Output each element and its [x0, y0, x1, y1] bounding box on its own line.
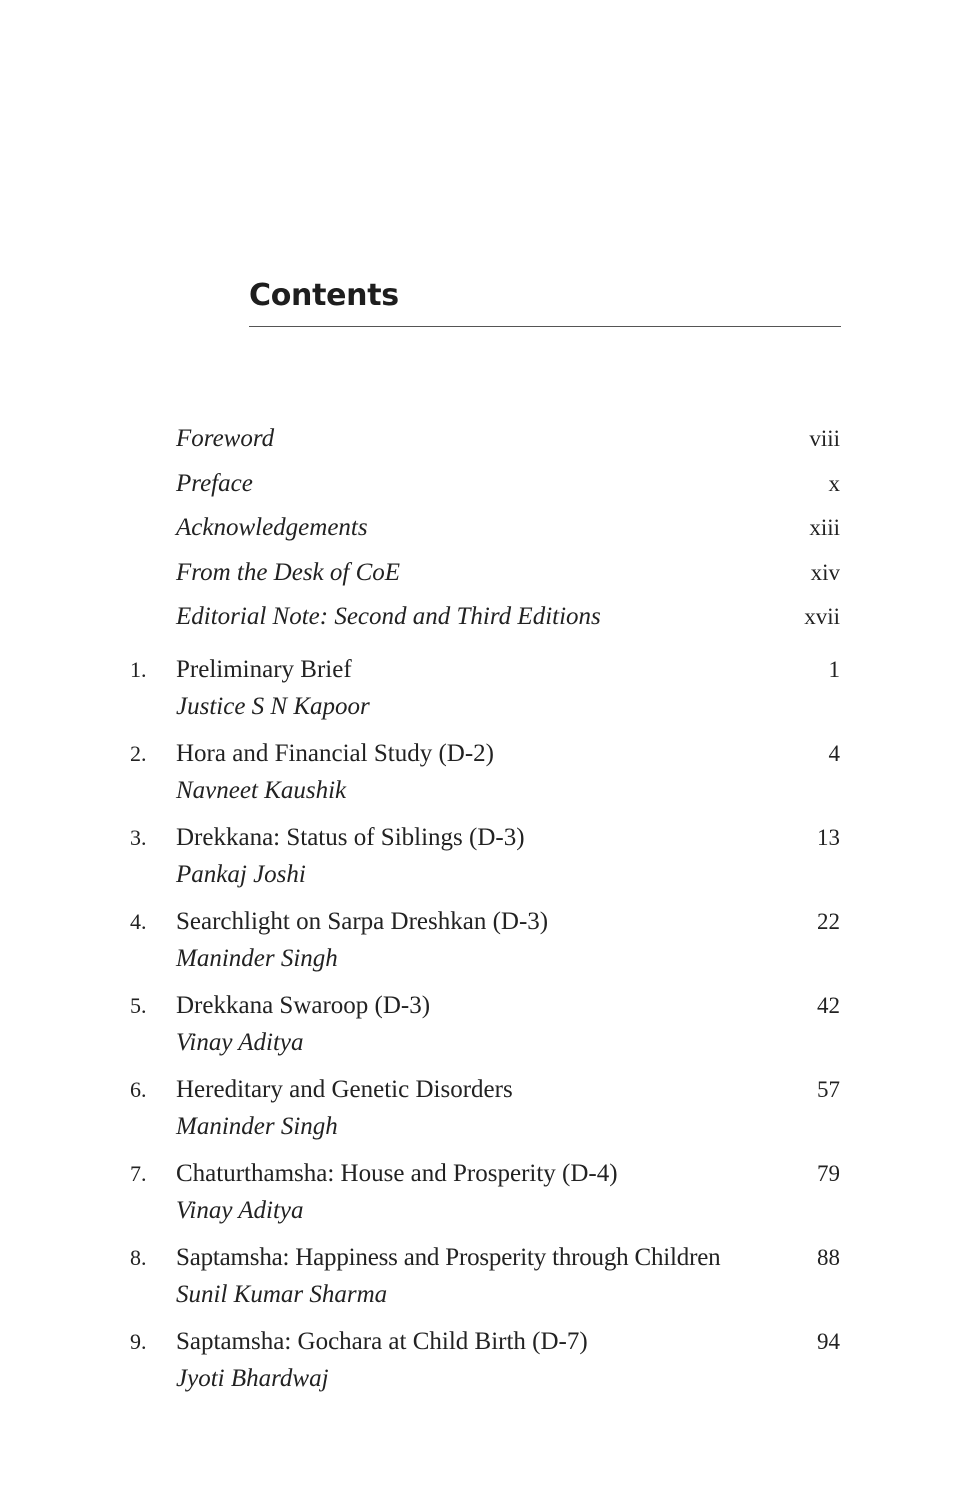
toc-chapter-3[interactable] [0, 818, 972, 902]
chapter-title: Drekkana Swaroop (D-3) [176, 992, 431, 1019]
chapter-number: 4. [130, 909, 147, 934]
chapter-title: Searchlight on Sarpa Dreshkan (D-3) [176, 908, 549, 935]
chapter-page-number: 88 [817, 1245, 840, 1270]
toc-entry-editorial-note[interactable] [0, 597, 972, 642]
toc-entry-acknowledgements[interactable] [0, 508, 972, 553]
toc-chapter-9[interactable] [0, 1322, 972, 1406]
page-title: Contents [249, 278, 399, 313]
toc-entry-from-the-desk[interactable] [0, 553, 972, 598]
chapter-title: Saptamsha: Gochara at Child Birth (D-7) [176, 1328, 588, 1355]
chapter-page-number: 42 [817, 993, 840, 1018]
chapter-number: 2. [130, 741, 147, 766]
toc-chapter-4[interactable] [0, 902, 972, 986]
chapter-number: 6. [130, 1077, 147, 1102]
chapter-page-number: 1 [828, 657, 840, 682]
entry-label: Foreword [176, 425, 275, 452]
toc-chapter-5[interactable] [0, 986, 972, 1070]
chapter-list [0, 650, 972, 1406]
chapter-page-number: 13 [817, 825, 840, 850]
chapter-title: Preliminary Brief [176, 656, 352, 683]
entry-page-number: xiv [810, 559, 840, 585]
chapter-title: Saptamsha: Happiness and Prosperity through Children [176, 1244, 721, 1271]
chapter-page-number: 22 [817, 909, 840, 934]
chapter-title: Hereditary and Genetic Disorders [176, 1076, 513, 1103]
entry-label: Editorial Note: Second and Third Editions [176, 603, 601, 631]
toc-chapter-2[interactable] [0, 734, 972, 818]
chapter-author: Vinay Aditya [176, 1029, 304, 1056]
toc-chapter-1[interactable] [0, 650, 972, 734]
chapter-number: 1. [130, 657, 147, 682]
chapter-number: 9. [130, 1329, 147, 1354]
front-matter-list [0, 419, 972, 642]
entry-page-number: x [828, 470, 840, 496]
entry-page-number: xvii [804, 604, 840, 630]
chapter-author: Maninder Singh [176, 945, 338, 972]
chapter-number: 5. [130, 993, 147, 1018]
entry-label: From the Desk of CoE [176, 558, 401, 586]
toc-entry-preface[interactable] [0, 464, 972, 509]
entry-label: Acknowledgements [176, 514, 368, 542]
toc-entry-foreword[interactable] [0, 419, 972, 464]
chapter-page-number: 4 [828, 741, 840, 766]
chapter-title: Chaturthamsha: House and Prosperity (D-4) [176, 1160, 618, 1187]
chapter-number: 7. [130, 1161, 147, 1186]
chapter-author: Sunil Kumar Sharma [176, 1281, 388, 1308]
chapter-number: 8. [130, 1245, 147, 1270]
chapter-title: Drekkana: Status of Siblings (D-3) [176, 824, 525, 851]
chapter-title: Hora and Financial Study (D-2) [176, 740, 494, 767]
chapter-page-number: 79 [817, 1161, 840, 1186]
title-rule [249, 326, 841, 327]
chapter-author: Maninder Singh [176, 1113, 338, 1140]
chapter-author: Vinay Aditya [176, 1197, 304, 1224]
chapter-number: 3. [130, 825, 147, 850]
entry-label: Preface [176, 469, 253, 497]
chapter-author: Justice S N Kapoor [176, 693, 370, 720]
chapter-page-number: 57 [817, 1077, 840, 1102]
chapter-page-number: 94 [817, 1329, 840, 1354]
chapter-author: Jyoti Bhardwaj [176, 1365, 329, 1392]
entry-page-number: xiii [809, 515, 840, 541]
chapter-author: Navneet Kaushik [176, 777, 347, 804]
entry-page-number: viii [809, 426, 840, 451]
toc-chapter-8[interactable] [0, 1238, 972, 1322]
chapter-author: Pankaj Joshi [176, 861, 306, 888]
toc-chapter-7[interactable] [0, 1154, 972, 1238]
toc-chapter-6[interactable] [0, 1070, 972, 1154]
